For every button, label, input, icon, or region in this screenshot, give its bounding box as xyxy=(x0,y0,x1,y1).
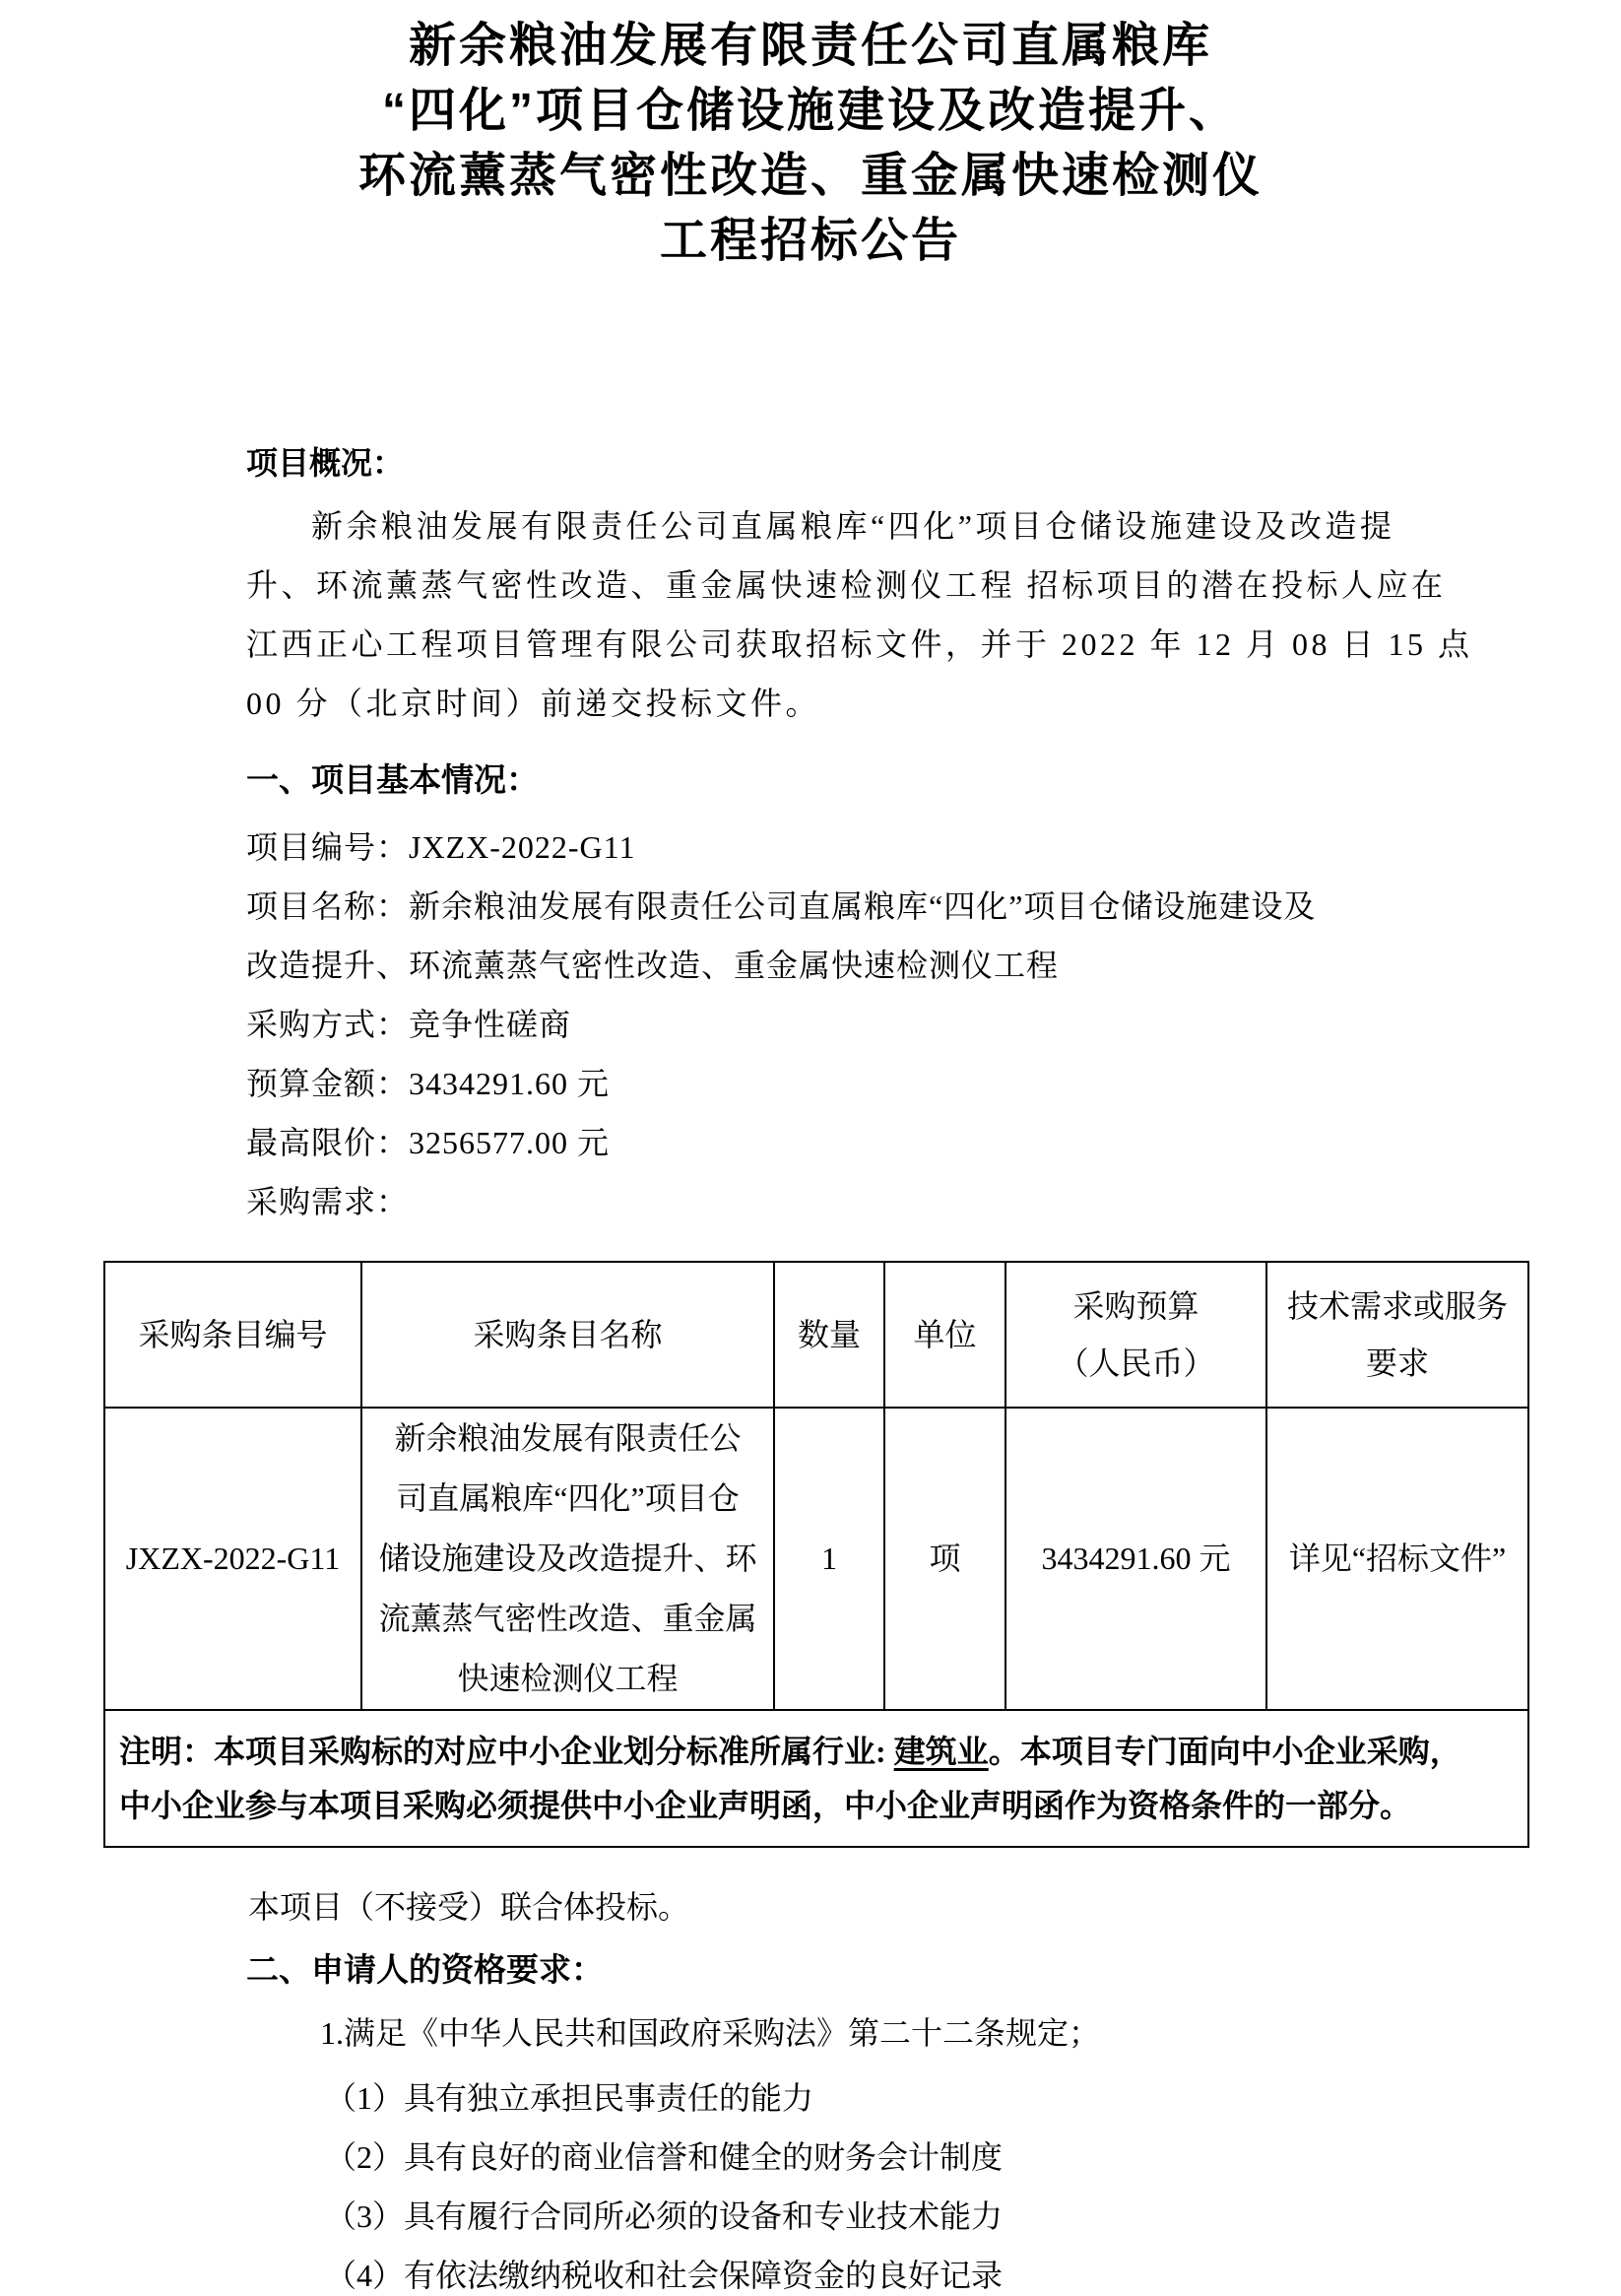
item-no-value: JXZX-2022-G11 xyxy=(125,1541,341,1576)
project-number-line: 项目编号：JXZX-2022-G11 xyxy=(246,829,636,865)
cell-unit xyxy=(884,1408,1005,1710)
title-line-4: 工程招标公告 xyxy=(659,215,961,267)
title-line-1: 新余粮油发展有限责任公司直属粮库 xyxy=(408,20,1212,72)
item-name-line: 流薰蒸气密性改造、重金属 xyxy=(378,1601,757,1636)
basic-info-block xyxy=(246,818,1621,1231)
procurement-table xyxy=(103,1261,1529,1848)
procurement-demand-label: 采购需求： xyxy=(246,1184,410,1219)
note-cell xyxy=(104,1710,1528,1847)
header-budget xyxy=(1005,1262,1266,1408)
header-item-name xyxy=(361,1262,774,1408)
price-ceiling-line: 最高限价：3256577.00 元 xyxy=(246,1125,611,1160)
header-text: （人民币） xyxy=(1057,1345,1215,1381)
header-requirement xyxy=(1266,1262,1528,1408)
overview-paragraph-line: 江西正心工程项目管理有限公司获取招标文件，并于 2022 年 12 月 08 日 15 点 xyxy=(246,626,1473,662)
header-text: 技术需求或服务 xyxy=(1286,1288,1508,1324)
header-text: 采购条目编号 xyxy=(138,1317,328,1352)
overview-paragraph xyxy=(246,496,1621,733)
qualification-sub-item-2: （2）具有良好的商业信誉和健全的财务会计制度 xyxy=(325,2139,1004,2175)
note-line1-prefix: 注明：本项目采购标的对应中小企业划分标准所属行业: xyxy=(119,1733,894,1769)
cell-item-no xyxy=(104,1408,361,1710)
unit-value: 项 xyxy=(929,1541,961,1576)
project-name-line-1: 项目名称：新余粮油发展有限责任公司直属粮库“四化”项目仓储设施建设及 xyxy=(246,888,1317,924)
budget-value: 3434291.60 元 xyxy=(1041,1541,1231,1576)
joint-bid-statement: 本项目（不接受）联合体投标。 xyxy=(248,1889,690,1925)
budget-amount-line: 预算金额：3434291.60 元 xyxy=(246,1066,611,1101)
procurement-method-line: 采购方式：竞争性磋商 xyxy=(246,1007,572,1042)
header-item-no xyxy=(104,1262,361,1408)
project-name-line-2: 改造提升、环流薰蒸气密性改造、重金属快速检测仪工程 xyxy=(246,948,1060,983)
cell-budget xyxy=(1005,1408,1266,1710)
overview-paragraph-line: 升、环流薰蒸气密性改造、重金属快速检测仪工程 招标项目的潜在投标人应在 xyxy=(246,567,1447,603)
quantity-value: 1 xyxy=(821,1541,837,1576)
header-quantity xyxy=(774,1262,884,1408)
document-title xyxy=(0,0,1621,274)
header-text: 采购预算 xyxy=(1072,1288,1200,1324)
note-line-1 xyxy=(119,1725,1520,1779)
cell-item-name xyxy=(361,1408,774,1710)
item-name-line: 储设施建设及改造提升、环 xyxy=(378,1541,757,1576)
header-text: 要求 xyxy=(1365,1345,1429,1381)
header-unit xyxy=(884,1262,1005,1408)
item-name-line: 新余粮油发展有限责任公 xyxy=(394,1420,742,1456)
note-line-2: 中小企业参与本项目采购必须提供中小企业声明函，中小企业声明函作为资格条件的一部分。 xyxy=(119,1787,1412,1823)
cell-quantity xyxy=(774,1408,884,1710)
qualification-sub-item-1: （1）具有独立承担民事责任的能力 xyxy=(325,2080,814,2116)
note-underlined-industry: 建筑业 xyxy=(893,1733,989,1769)
qualification-sub-item-4: （4）有依法缴纳税收和社会保障资金的良好记录 xyxy=(325,2258,1004,2293)
table-note-row xyxy=(104,1710,1528,1847)
table-header-row xyxy=(104,1262,1528,1408)
section2-heading: 二、申请人的资格要求： xyxy=(246,1953,604,1989)
title-line-3: 环流薰蒸气密性改造、重金属快速检测仪 xyxy=(357,150,1263,202)
note-line1-suffix: 。本项目专门面向中小企业采购， xyxy=(988,1733,1461,1769)
header-text: 单位 xyxy=(913,1317,977,1352)
item-name-line: 快速检测仪工程 xyxy=(457,1661,679,1696)
section1-heading: 一、项目基本情况： xyxy=(246,763,539,799)
item-name-line: 司直属粮库“四化”项目仓 xyxy=(396,1480,740,1516)
overview-heading: 项目概况： xyxy=(246,445,405,481)
qualification-item-1: 1.满足《中华人民共和国政府采购法》第二十二条规定； xyxy=(320,2015,1101,2051)
cell-requirement xyxy=(1266,1408,1528,1710)
requirement-value: 详见“招标文件” xyxy=(1288,1541,1507,1576)
qualification-sub-items xyxy=(325,2068,1621,2296)
header-text: 数量 xyxy=(797,1317,861,1352)
overview-paragraph-line: 00 分（北京时间）前递交投标文件。 xyxy=(246,686,821,721)
header-text: 采购条目名称 xyxy=(473,1317,663,1352)
title-line-2: “四化”项目仓储设施建设及改造提升、 xyxy=(381,85,1239,137)
qualification-sub-item-3: （3）具有履行合同所必须的设备和专业技术能力 xyxy=(325,2198,1004,2234)
overview-paragraph-line: 新余粮油发展有限责任公司直属粮库“四化”项目仓储设施建设及改造提 xyxy=(311,508,1395,544)
table-row xyxy=(104,1408,1528,1710)
